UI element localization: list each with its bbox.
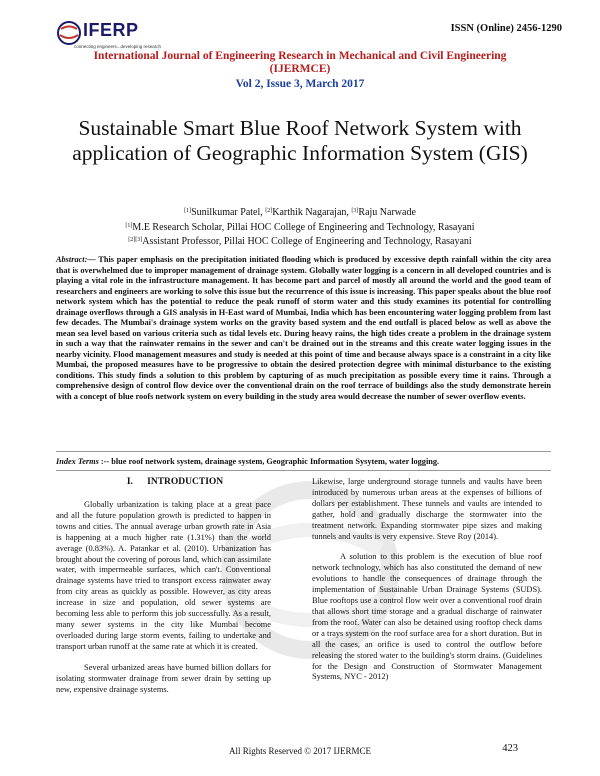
author-3: Raju Narwade xyxy=(358,207,416,218)
index-terms xyxy=(56,457,551,466)
affiliation-2 xyxy=(0,234,600,249)
abstract-text: This paper emphasis on the precipitation initiated flooding which is produced by excessive depth rainfall within the city area that is overwhelmed due to improper management of drainage system. Globally water logging is a concern in all developed countries and is playing a vital role in the infrastructure management. It has become part and parcel of mostly all around the world and the good team of researchers and engineers are working to solve this issue but the recurrence of this issue is increasing. This paper speaks about the blue roof network system which has the potential to reduce the peak runoff of storm water and this study examines its potential for controlling drainage overflows through a GIS analysis in H-East ward of Mumbai, India which has been encountering water logging problem from last few decades. The Mumbai's drainage system works on the gravity based system and the end outfall is placed below as well as above the mean sea level based on various criteria such as tidal levels etc. During heavy rains, the high tides create a problem in the drainage system in such a way that the rainwater remains in the sewer and can't be drained out in the streams and this create water logging issues in the nearby vicinity. Flood management measures and study is needed at this point of time and because always space is a constraint in a city like Mumbai, the proposed measures have to be progressive to obtain the desired protection degree with minimal disturbance to the existing conditions. This study finds a solution to this problem by capturing of as much precipitation as possible every time it rains. Through a comprehensive design of control flow device over the conventional drain on the roof terrace of buildings also the study demonstrate herein with a concept of blue roofs network system on every building in the study area would decrease the number of sewer overflow events. xyxy=(56,255,551,401)
globe-logo-icon xyxy=(56,20,82,46)
abstract-label: Abstract:— xyxy=(56,255,96,264)
affiliation-sup: [2][3] xyxy=(128,237,143,243)
issn: ISSN (Online) 2456-1290 xyxy=(450,23,562,34)
author-sup: [3] xyxy=(351,208,359,214)
journal-volume: Vol 2, Issue 3, March 2017 xyxy=(235,78,365,90)
paragraph: Globally urbanization is taking place at a great pace and all the future population growth is predicted to happen in towns and cities. The annual average urban growth rate in Asia is happening at a much higher rate (1.31%) than the world average (0.83%). A. Patankar et al. (2010). Urbanization has brought about the covering of porous land, which can assimilate water, with impermeable surfaces, which can't. Conventional drainage systems have tried to transport excess rainwater away from city areas as quickly as possible. However, as city areas increase in size and population, old sewer systems are becoming less able to perform this job successfully. As a result, many sewer systems in the city like Mumbai become overloaded during large storm events, failing to undertake and transport urban runoff at the same rate at which it is created. xyxy=(56,500,271,651)
author-2: Karthik Nagarajan, xyxy=(272,207,352,218)
logo-tagline: connecting engineers...developing research xyxy=(74,44,162,49)
index-terms-text: :-- blue roof network system, drainage system, Geographic Information Sysytem, water logging. xyxy=(98,457,440,466)
affiliation-1 xyxy=(0,220,600,235)
author-1: Sunilkumar Patel, xyxy=(191,207,266,218)
section-title: INTRODUCTION xyxy=(147,477,224,487)
logo-name: IFERP xyxy=(83,20,139,40)
page-number: 423 xyxy=(502,743,518,754)
author-sup: [2] xyxy=(265,208,273,214)
paragraph: Likewise, large underground storage tunnels and vaults have been introduced by numerous urban areas at the expenses of billions of dollars per establishment. These tunnels and vaults are intended to gather, hold and gradually discharge the stormwater into the treatment network. Expanding stormwater pipe sizes and making tunnels and vaults is very expensive. Steve Roy (2014). xyxy=(312,477,542,541)
right-column xyxy=(312,477,542,693)
paragraph: A solution to this problem is the execution of blue roof network technology, which has also constituted the demand of new evolutions to handle the consequences of drainage through the implementation of Sustainable Urban Drainage Systems (SUDS). Blue rooftops use a control flow weir over a conventional roof drain that allows short time storage and a gradual discharge of rainwater from the roof. Water can also be detained using rooftop check dams or a trays system on the roof surface area for a short duration. But in all the cases, an orifice is used to control the outflow before releasing the stored water to the building's storm drains. (Guidelines for the Design and Construction of Stormwater Management Systems, NYC - 2012) xyxy=(312,552,542,682)
author-sup: [1] xyxy=(184,208,192,214)
section-number: I. xyxy=(126,477,133,487)
divider xyxy=(56,451,551,452)
journal-name: International Journal of Engineering Research in Mechanical and Civil Engineering xyxy=(93,50,507,62)
paragraph: Several urbanized areas have burned billion dollars for isolating stormwater drainage from sewer drain by setting up new, expensive drainage systems. xyxy=(56,662,271,694)
footer-copyright: All Rights Reserved © 2017 IJERMCE xyxy=(228,746,372,756)
affiliation-text: Assistant Professor, Pillai HOC College of Engineering and Technology, Rasayani xyxy=(142,236,472,247)
left-column xyxy=(56,500,271,705)
authors-block xyxy=(0,205,600,249)
journal-abbrev: (IJERMCE) xyxy=(269,63,331,75)
author-names xyxy=(0,205,600,220)
abstract xyxy=(56,255,551,402)
paper-title: Sustainable Smart Blue Roof Network System with application of Geographic Information System (GIS) xyxy=(72,116,528,165)
divider xyxy=(56,470,551,471)
affiliation-text: M.E Research Scholar, Pillai HOC College of Engineering and Technology, Rasayani xyxy=(132,221,475,233)
index-terms-label: Index Terms xyxy=(56,457,99,466)
affiliation-sup: [1] xyxy=(125,222,133,229)
section-heading xyxy=(100,477,250,487)
